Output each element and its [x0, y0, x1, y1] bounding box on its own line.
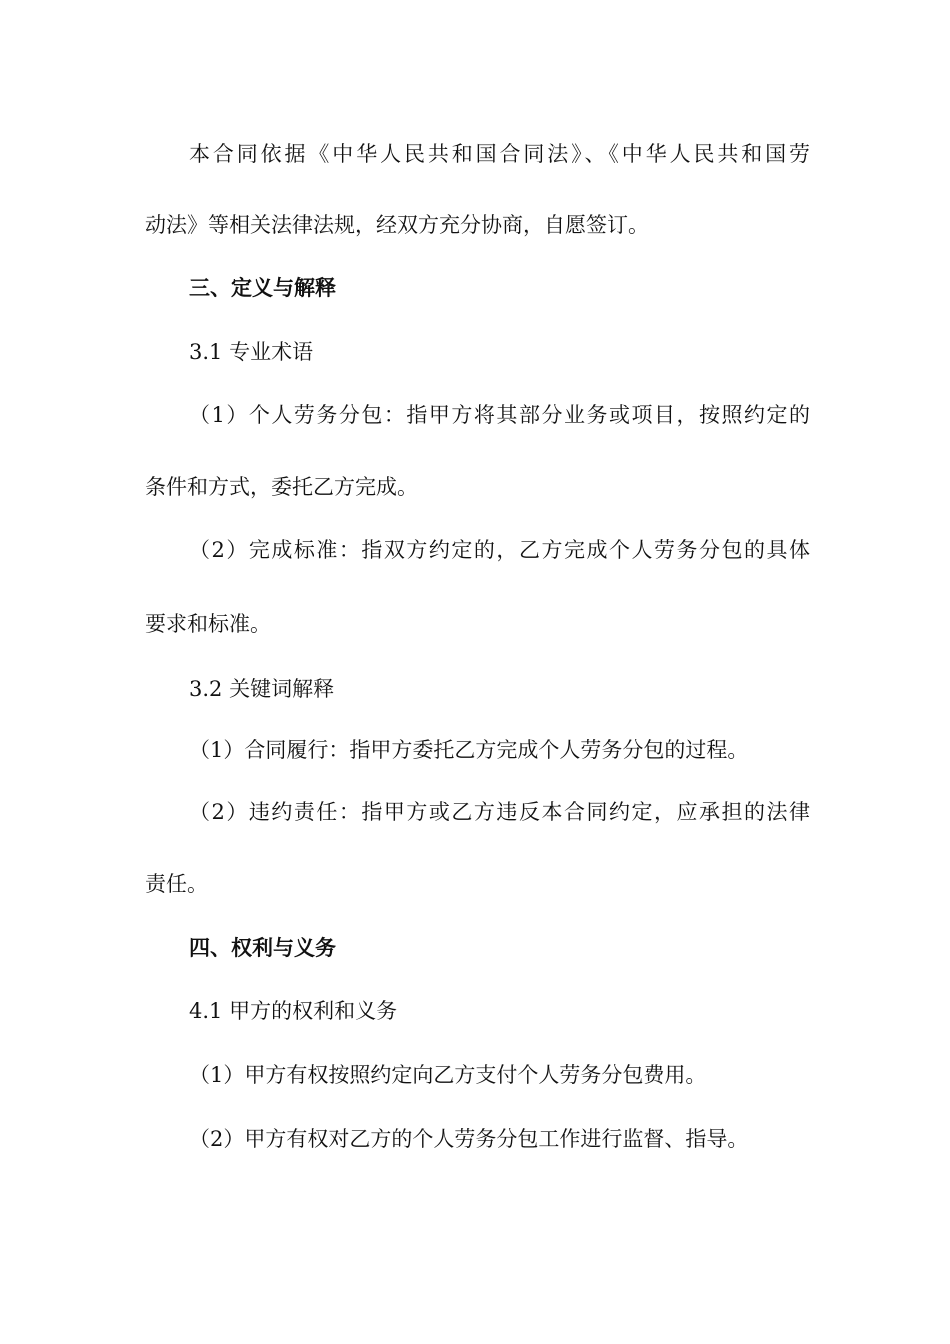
paragraph-line: （1）甲方有权按照约定向乙方支付个人劳务分包费用。 [189, 1063, 707, 1087]
subsection-heading: 3.2 关键词解释 [189, 677, 335, 701]
section-heading: 四、权利与义务 [189, 935, 336, 960]
paragraph-line: （2）违约责任：指甲方或乙方违反本合同约定，应承担的法律 [189, 800, 810, 824]
subsection-heading: 3.1 专业术语 [189, 340, 314, 364]
paragraph-line: （2）甲方有权对乙方的个人劳务分包工作进行监督、指导。 [189, 1127, 749, 1151]
paragraph-line: 动法》等相关法律法规，经双方充分协商，自愿签订。 [145, 213, 649, 237]
paragraph-line: （2）完成标准：指双方约定的，乙方完成个人劳务分包的具体 [189, 538, 810, 562]
paragraph-line: （1）合同履行：指甲方委托乙方完成个人劳务分包的过程。 [189, 738, 749, 762]
paragraph-line: 要求和标准。 [145, 612, 271, 636]
paragraph-line: 条件和方式，委托乙方完成。 [145, 475, 418, 499]
paragraph-line: 责任。 [145, 872, 208, 896]
paragraph-line: 本合同依据《中华人民共和国合同法》、《中华人民共和国劳 [189, 142, 810, 166]
subsection-heading: 4.1 甲方的权利和义务 [189, 999, 398, 1023]
paragraph-line: （1）个人劳务分包：指甲方将其部分业务或项目，按照约定的 [189, 403, 810, 427]
section-heading: 三、定义与解释 [189, 275, 336, 300]
